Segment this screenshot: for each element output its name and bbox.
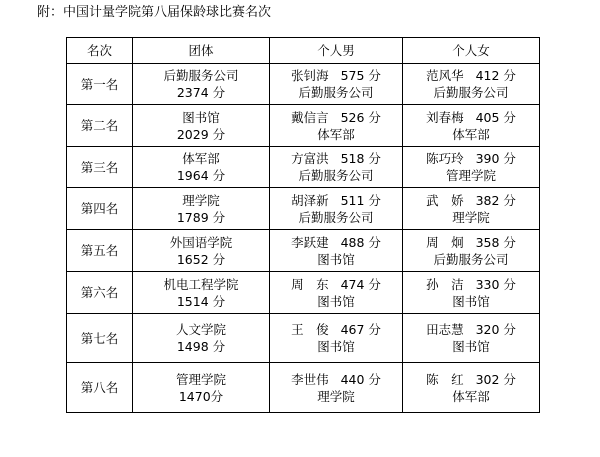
female-player-name: 陈巧玲 — [426, 151, 464, 166]
female-player-unit: 管理学院 — [445, 168, 496, 183]
rank-label: 第八名 — [80, 380, 119, 395]
team-cell — [133, 147, 270, 188]
team-name: 人文学院 — [175, 322, 226, 337]
table-row — [67, 105, 540, 147]
team-name: 图书馆 — [182, 109, 220, 125]
female-player-name: 孙 洁 — [426, 276, 464, 292]
male-cell — [270, 64, 403, 105]
header-female: 个人女 — [403, 38, 540, 64]
female-player-score: 358 分 — [475, 234, 516, 250]
rank-label: 第四名 — [80, 201, 119, 216]
male-player-unit: 体军部 — [317, 126, 355, 142]
female-player-score: 382 分 — [475, 192, 516, 208]
female-cell — [403, 363, 540, 413]
team-cell — [133, 363, 270, 413]
table-row — [67, 230, 540, 272]
document-caption: 附：中国计量学院第八届保龄球比赛名次 — [37, 5, 272, 20]
female-cell — [403, 314, 540, 363]
female-cell — [403, 188, 540, 230]
male-player-unit: 理学院 — [317, 388, 355, 404]
male-cell — [270, 363, 403, 413]
table-row — [67, 64, 540, 105]
male-player-unit: 后勤服务公司 — [298, 209, 374, 225]
male-player-name: 方富洪 — [291, 151, 329, 166]
header-row — [67, 38, 540, 64]
male-player-score: 511 分 — [340, 192, 381, 208]
rank-cell — [67, 64, 133, 105]
table-row — [67, 188, 540, 230]
female-player-score: 390 分 — [475, 151, 516, 166]
male-player-unit: 后勤服务公司 — [298, 168, 374, 183]
header-team: 团体 — [133, 38, 270, 64]
rank-label: 第五名 — [80, 243, 119, 258]
male-player-name: 李跃建 — [291, 234, 329, 250]
male-player-score: 474 分 — [340, 276, 381, 292]
male-cell — [270, 147, 403, 188]
female-cell — [403, 230, 540, 272]
male-cell — [270, 105, 403, 147]
team-name: 管理学院 — [175, 371, 226, 387]
team-score: 1470分 — [178, 388, 224, 404]
table-row — [67, 363, 540, 413]
rank-cell — [67, 363, 133, 413]
female-cell — [403, 64, 540, 105]
male-player-score: 467 分 — [340, 322, 381, 337]
team-name: 体军部 — [182, 151, 220, 166]
male-player-name: 周 东 — [291, 276, 329, 292]
team-name: 外国语学院 — [169, 234, 233, 250]
rank-cell — [67, 105, 133, 147]
rank-label: 第六名 — [80, 285, 119, 300]
results-table — [66, 37, 540, 413]
team-name: 理学院 — [182, 192, 220, 208]
team-name: 机电工程学院 — [163, 276, 239, 292]
rank-cell — [67, 230, 133, 272]
team-score: 1964 分 — [176, 168, 226, 183]
male-player-unit: 后勤服务公司 — [298, 85, 374, 100]
rank-cell — [67, 314, 133, 363]
table-row — [67, 314, 540, 363]
female-player-score: 330 分 — [475, 276, 516, 292]
male-player-score: 575 分 — [340, 68, 381, 83]
female-player-unit: 体军部 — [452, 126, 490, 142]
male-player-unit: 图书馆 — [317, 293, 355, 309]
header-rank: 名次 — [67, 38, 133, 64]
female-player-score: 302 分 — [475, 371, 516, 387]
female-player-name: 田志慧 — [426, 322, 464, 337]
male-player-name: 王 俊 — [291, 322, 329, 337]
female-cell — [403, 105, 540, 147]
male-player-name: 戴信言 — [291, 109, 329, 125]
male-cell — [270, 272, 403, 314]
female-player-unit: 体军部 — [452, 388, 490, 404]
female-cell — [403, 272, 540, 314]
female-player-name: 武 娇 — [426, 192, 464, 208]
team-score: 2029 分 — [176, 126, 226, 142]
female-player-unit: 图书馆 — [452, 339, 490, 354]
male-player-name: 张钊海 — [291, 68, 329, 83]
male-player-name: 李世伟 — [291, 371, 329, 387]
female-player-name: 陈 红 — [426, 371, 464, 387]
female-player-name: 周 炯 — [426, 234, 464, 250]
team-cell — [133, 64, 270, 105]
male-player-unit: 图书馆 — [317, 251, 355, 267]
female-player-name: 范风华 — [426, 68, 464, 83]
male-player-unit: 图书馆 — [317, 339, 355, 354]
team-cell — [133, 230, 270, 272]
team-score: 2374 分 — [176, 85, 226, 100]
female-player-unit: 后勤服务公司 — [433, 251, 509, 267]
female-player-score: 412 分 — [475, 68, 516, 83]
male-player-score: 488 分 — [340, 234, 381, 250]
male-cell — [270, 188, 403, 230]
male-player-score: 518 分 — [340, 151, 381, 166]
rank-label: 第七名 — [80, 330, 119, 346]
team-score: 1498 分 — [176, 339, 226, 354]
female-player-name: 刘春梅 — [426, 109, 464, 125]
rank-cell — [67, 188, 133, 230]
rank-label: 第二名 — [80, 118, 119, 133]
male-player-score: 526 分 — [340, 109, 381, 125]
table-row — [67, 147, 540, 188]
female-player-score: 405 分 — [475, 109, 516, 125]
male-player-score: 440 分 — [340, 371, 381, 387]
team-score: 1789 分 — [176, 209, 226, 225]
team-score: 1652 分 — [176, 251, 226, 267]
female-player-score: 320 分 — [475, 322, 516, 337]
female-cell — [403, 147, 540, 188]
team-cell — [133, 314, 270, 363]
team-name: 后勤服务公司 — [163, 68, 239, 83]
male-cell — [270, 314, 403, 363]
header-male: 个人男 — [270, 38, 403, 64]
team-cell — [133, 105, 270, 147]
female-player-unit: 后勤服务公司 — [433, 85, 509, 100]
team-score: 1514 分 — [176, 293, 226, 309]
rank-cell — [67, 147, 133, 188]
rank-label: 第三名 — [80, 159, 119, 175]
team-cell — [133, 272, 270, 314]
male-cell — [270, 230, 403, 272]
female-player-unit: 图书馆 — [452, 293, 490, 309]
team-cell — [133, 188, 270, 230]
female-player-unit: 理学院 — [452, 209, 490, 225]
rank-label: 第一名 — [80, 76, 119, 92]
rank-cell — [67, 272, 133, 314]
male-player-name: 胡泽新 — [291, 192, 329, 208]
table-row — [67, 272, 540, 314]
